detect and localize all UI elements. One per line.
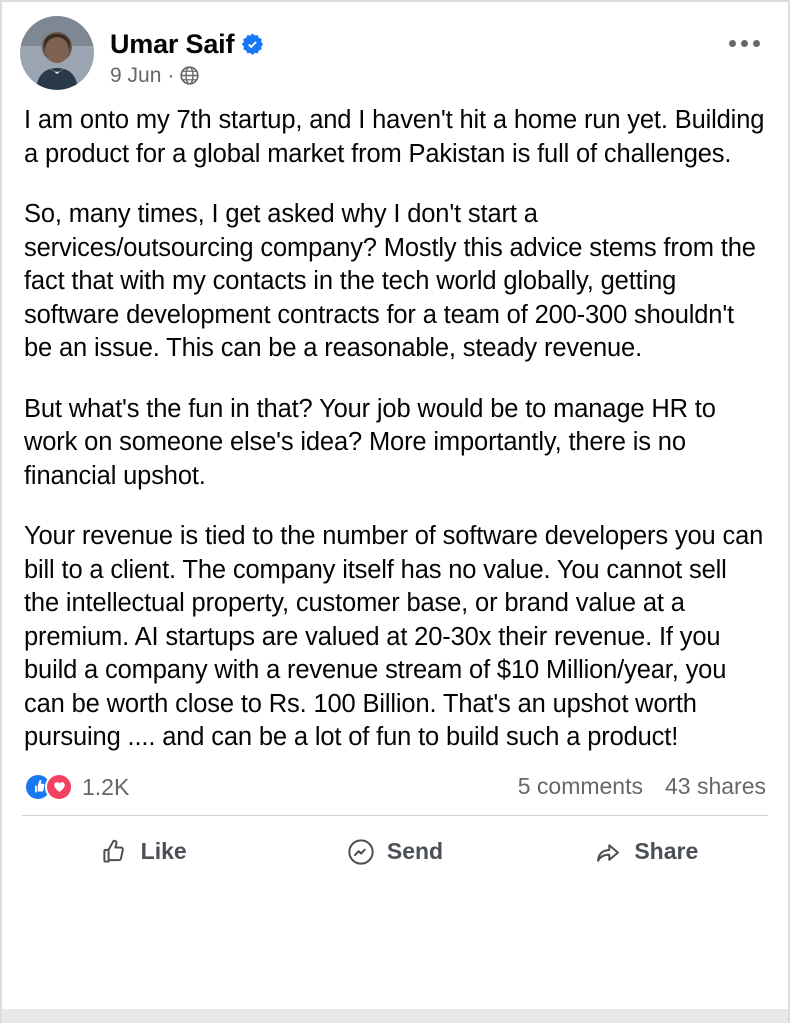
post-meta bbox=[110, 63, 770, 88]
post-paragraph: I am onto my 7th startup, and I haven't hit a home run yet. Building a product for a global market from Pakistan is full of challenges. bbox=[24, 106, 765, 168]
shares-count[interactable]: 43 shares bbox=[664, 773, 766, 799]
post-date[interactable]: 9 Jun bbox=[110, 64, 162, 87]
meta-separator: · bbox=[167, 64, 175, 87]
header-text bbox=[110, 16, 770, 88]
more-options-button[interactable] bbox=[722, 28, 766, 58]
share-button-label: Share bbox=[634, 838, 699, 864]
bottom-strip bbox=[2, 1009, 788, 1023]
messenger-icon bbox=[347, 838, 375, 866]
post-paragraph: So, many times, I get asked why I don't start a services/outsourcing company? Mostly this advice stems from the fact that with my contacts in the tech world globally, getting software development contracts for a team of 200-300 shouldn't be an issue. This can be a reasonable, steady revenue. bbox=[24, 200, 756, 362]
post-header bbox=[2, 2, 788, 90]
counts-group bbox=[518, 773, 766, 800]
reactions-group[interactable] bbox=[24, 773, 129, 801]
ellipsis-dot bbox=[753, 40, 760, 47]
action-bar bbox=[2, 816, 788, 878]
post-paragraph: But what's the fun in that? Your job would be to manage HR to work on someone else's idea? More importantly, there is no financial upshot. bbox=[24, 394, 716, 490]
send-button-label: Send bbox=[386, 838, 444, 864]
like-button-label: Like bbox=[140, 838, 187, 864]
post-text bbox=[2, 90, 788, 755]
reaction-icons bbox=[24, 773, 73, 801]
globe-icon[interactable] bbox=[180, 66, 199, 85]
reaction-count[interactable]: 1.2K bbox=[82, 773, 130, 800]
share-arrow-icon bbox=[594, 838, 622, 866]
verified-badge-icon bbox=[241, 33, 264, 56]
love-reaction-icon bbox=[45, 773, 73, 801]
send-button[interactable] bbox=[269, 826, 520, 878]
author-name[interactable]: Umar Saif bbox=[110, 29, 235, 59]
share-button[interactable] bbox=[521, 826, 772, 878]
post-paragraph: Your revenue is tied to the number of software developers you can bill to a client. The company itself has no value. You cannot sell the intellectual property, customer base, or brand value at a premium. AI startups are valued at 20-30x their revenue. If you build a company with a revenue stream of $10 Million/year, you can be worth close to Rs. 100 Billion. That's an upshot worth pursuing .... and can be a lot of fun to build such a product! bbox=[24, 522, 764, 751]
ellipsis-dot bbox=[729, 40, 736, 47]
comments-count[interactable]: 5 comments bbox=[517, 773, 643, 799]
thumbs-up-icon bbox=[101, 838, 129, 866]
like-button[interactable] bbox=[18, 826, 269, 878]
author-row bbox=[110, 28, 770, 60]
engagement-summary bbox=[2, 755, 788, 811]
avatar[interactable] bbox=[20, 16, 94, 90]
ellipsis-dot bbox=[741, 40, 748, 47]
